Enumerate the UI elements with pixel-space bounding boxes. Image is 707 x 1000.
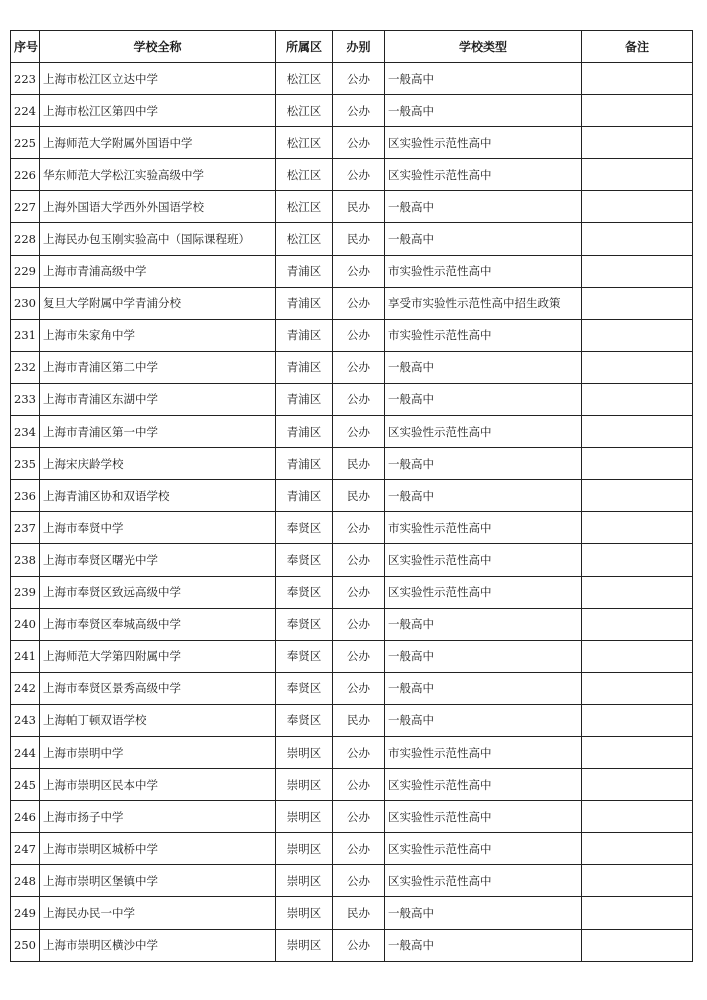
district-cell: 青浦区 [276, 448, 333, 480]
table-row [11, 383, 693, 415]
school-name-cell: 上海市朱家角中学 [40, 319, 276, 351]
table-row [11, 672, 693, 704]
ownership-type-cell: 公办 [333, 319, 385, 351]
note-cell [582, 512, 693, 544]
row-number-cell: 242 [11, 672, 40, 704]
district-cell: 青浦区 [276, 480, 333, 512]
table-body [11, 63, 693, 962]
school-category-cell: 区实验性示范性高中 [385, 127, 582, 159]
ownership-type-cell: 公办 [333, 833, 385, 865]
row-number-cell: 231 [11, 319, 40, 351]
school-category-cell: 市实验性示范性高中 [385, 736, 582, 768]
school-name-cell: 上海市扬子中学 [40, 801, 276, 833]
header-school-category: 学校类型 [385, 31, 582, 63]
table-row [11, 512, 693, 544]
header-no: 序号 [11, 31, 40, 63]
note-cell [582, 544, 693, 576]
ownership-type-cell: 公办 [333, 801, 385, 833]
ownership-type-cell: 公办 [333, 672, 385, 704]
school-category-cell: 一般高中 [385, 897, 582, 929]
school-name-cell: 上海市奉贤区致远高级中学 [40, 576, 276, 608]
school-category-cell: 一般高中 [385, 191, 582, 223]
ownership-type-cell: 民办 [333, 448, 385, 480]
table-row [11, 736, 693, 768]
ownership-type-cell: 公办 [333, 608, 385, 640]
note-cell [582, 448, 693, 480]
row-number-cell: 247 [11, 833, 40, 865]
school-category-cell: 市实验性示范性高中 [385, 319, 582, 351]
ownership-type-cell: 公办 [333, 416, 385, 448]
ownership-type-cell: 公办 [333, 544, 385, 576]
district-cell: 奉贤区 [276, 544, 333, 576]
row-number-cell: 229 [11, 255, 40, 287]
district-cell: 松江区 [276, 95, 333, 127]
school-category-cell: 区实验性示范性高中 [385, 865, 582, 897]
table-row [11, 255, 693, 287]
table-row [11, 704, 693, 736]
school-name-cell: 上海民办民一中学 [40, 897, 276, 929]
row-number-cell: 234 [11, 416, 40, 448]
district-cell: 崇明区 [276, 769, 333, 801]
note-cell [582, 672, 693, 704]
school-name-cell: 上海市松江区立达中学 [40, 63, 276, 95]
note-cell [582, 223, 693, 255]
header-school-name: 学校全称 [40, 31, 276, 63]
school-name-cell: 上海市松江区第四中学 [40, 95, 276, 127]
district-cell: 奉贤区 [276, 608, 333, 640]
row-number-cell: 228 [11, 223, 40, 255]
district-cell: 青浦区 [276, 287, 333, 319]
district-cell: 奉贤区 [276, 512, 333, 544]
note-cell [582, 640, 693, 672]
row-number-cell: 244 [11, 736, 40, 768]
school-category-cell: 区实验性示范性高中 [385, 801, 582, 833]
table-row [11, 63, 693, 95]
district-cell: 青浦区 [276, 351, 333, 383]
district-cell: 青浦区 [276, 416, 333, 448]
district-cell: 奉贤区 [276, 640, 333, 672]
row-number-cell: 241 [11, 640, 40, 672]
ownership-type-cell: 公办 [333, 287, 385, 319]
school-name-cell: 上海市青浦区第一中学 [40, 416, 276, 448]
school-category-cell: 市实验性示范性高中 [385, 512, 582, 544]
school-category-cell: 一般高中 [385, 608, 582, 640]
district-cell: 松江区 [276, 63, 333, 95]
school-category-cell: 一般高中 [385, 929, 582, 961]
school-name-cell: 上海市奉贤区曙光中学 [40, 544, 276, 576]
ownership-type-cell: 公办 [333, 255, 385, 287]
row-number-cell: 238 [11, 544, 40, 576]
ownership-type-cell: 公办 [333, 512, 385, 544]
school-category-cell: 一般高中 [385, 480, 582, 512]
ownership-type-cell: 公办 [333, 576, 385, 608]
table-row [11, 223, 693, 255]
row-number-cell: 232 [11, 351, 40, 383]
school-category-cell: 一般高中 [385, 383, 582, 415]
table-row [11, 191, 693, 223]
district-cell: 松江区 [276, 223, 333, 255]
school-name-cell: 上海市奉贤中学 [40, 512, 276, 544]
ownership-type-cell: 民办 [333, 897, 385, 929]
table-row [11, 448, 693, 480]
table-row [11, 416, 693, 448]
school-category-cell: 区实验性示范性高中 [385, 833, 582, 865]
school-category-cell: 一般高中 [385, 351, 582, 383]
school-category-cell: 一般高中 [385, 672, 582, 704]
row-number-cell: 243 [11, 704, 40, 736]
note-cell [582, 929, 693, 961]
district-cell: 崇明区 [276, 929, 333, 961]
row-number-cell: 230 [11, 287, 40, 319]
row-number-cell: 233 [11, 383, 40, 415]
row-number-cell: 246 [11, 801, 40, 833]
note-cell [582, 897, 693, 929]
school-category-cell: 一般高中 [385, 95, 582, 127]
school-category-cell: 一般高中 [385, 640, 582, 672]
note-cell [582, 319, 693, 351]
school-name-cell: 上海市崇明区民本中学 [40, 769, 276, 801]
school-name-cell: 上海市崇明区堡镇中学 [40, 865, 276, 897]
table-row [11, 544, 693, 576]
school-category-cell: 一般高中 [385, 223, 582, 255]
school-name-cell: 复旦大学附属中学青浦分校 [40, 287, 276, 319]
table-row [11, 480, 693, 512]
school-list-table [10, 30, 693, 962]
note-cell [582, 159, 693, 191]
note-cell [582, 287, 693, 319]
note-cell [582, 576, 693, 608]
ownership-type-cell: 公办 [333, 640, 385, 672]
district-cell: 松江区 [276, 127, 333, 159]
table-row [11, 351, 693, 383]
school-category-cell: 一般高中 [385, 448, 582, 480]
row-number-cell: 249 [11, 897, 40, 929]
school-name-cell: 上海市青浦高级中学 [40, 255, 276, 287]
table-row [11, 801, 693, 833]
district-cell: 青浦区 [276, 255, 333, 287]
row-number-cell: 250 [11, 929, 40, 961]
school-category-cell: 区实验性示范性高中 [385, 159, 582, 191]
table-header-row [11, 31, 693, 63]
row-number-cell: 240 [11, 608, 40, 640]
note-cell [582, 383, 693, 415]
table-row [11, 865, 693, 897]
ownership-type-cell: 公办 [333, 865, 385, 897]
row-number-cell: 227 [11, 191, 40, 223]
school-name-cell: 上海师范大学第四附属中学 [40, 640, 276, 672]
ownership-type-cell: 民办 [333, 480, 385, 512]
table-row [11, 319, 693, 351]
district-cell: 奉贤区 [276, 576, 333, 608]
table-row [11, 897, 693, 929]
school-name-cell: 上海市青浦区第二中学 [40, 351, 276, 383]
ownership-type-cell: 民办 [333, 704, 385, 736]
school-name-cell: 上海青浦区协和双语学校 [40, 480, 276, 512]
header-district: 所属区 [276, 31, 333, 63]
school-category-cell: 区实验性示范性高中 [385, 544, 582, 576]
note-cell [582, 480, 693, 512]
header-note: 备注 [582, 31, 693, 63]
note-cell [582, 191, 693, 223]
row-number-cell: 235 [11, 448, 40, 480]
note-cell [582, 736, 693, 768]
table-row [11, 608, 693, 640]
school-name-cell: 上海师范大学附属外国语中学 [40, 127, 276, 159]
ownership-type-cell: 公办 [333, 769, 385, 801]
ownership-type-cell: 民办 [333, 223, 385, 255]
school-name-cell: 上海市奉贤区景秀高级中学 [40, 672, 276, 704]
district-cell: 青浦区 [276, 319, 333, 351]
district-cell: 松江区 [276, 159, 333, 191]
ownership-type-cell: 公办 [333, 351, 385, 383]
ownership-type-cell: 公办 [333, 736, 385, 768]
school-name-cell: 上海民办包玉刚实验高中（国际课程班） [40, 223, 276, 255]
ownership-type-cell: 公办 [333, 127, 385, 159]
school-name-cell: 上海市崇明中学 [40, 736, 276, 768]
district-cell: 崇明区 [276, 897, 333, 929]
table-row [11, 287, 693, 319]
note-cell [582, 769, 693, 801]
school-category-cell: 区实验性示范性高中 [385, 416, 582, 448]
district-cell: 奉贤区 [276, 672, 333, 704]
table-row [11, 127, 693, 159]
row-number-cell: 248 [11, 865, 40, 897]
school-name-cell: 上海市奉贤区奉城高级中学 [40, 608, 276, 640]
ownership-type-cell: 公办 [333, 929, 385, 961]
row-number-cell: 236 [11, 480, 40, 512]
school-name-cell: 上海帕丁顿双语学校 [40, 704, 276, 736]
district-cell: 青浦区 [276, 383, 333, 415]
school-name-cell: 上海市崇明区城桥中学 [40, 833, 276, 865]
ownership-type-cell: 公办 [333, 95, 385, 127]
note-cell [582, 127, 693, 159]
ownership-type-cell: 民办 [333, 191, 385, 223]
school-category-cell: 一般高中 [385, 63, 582, 95]
header-ownership: 办别 [333, 31, 385, 63]
district-cell: 奉贤区 [276, 704, 333, 736]
school-category-cell: 区实验性示范性高中 [385, 576, 582, 608]
school-category-cell: 市实验性示范性高中 [385, 255, 582, 287]
row-number-cell: 237 [11, 512, 40, 544]
school-category-cell: 一般高中 [385, 704, 582, 736]
table-row [11, 769, 693, 801]
row-number-cell: 225 [11, 127, 40, 159]
table-row [11, 95, 693, 127]
school-name-cell: 上海外国语大学西外外国语学校 [40, 191, 276, 223]
note-cell [582, 704, 693, 736]
table-row [11, 833, 693, 865]
school-name-cell: 华东师范大学松江实验高级中学 [40, 159, 276, 191]
table-row [11, 159, 693, 191]
district-cell: 崇明区 [276, 833, 333, 865]
school-name-cell: 上海市崇明区横沙中学 [40, 929, 276, 961]
row-number-cell: 224 [11, 95, 40, 127]
row-number-cell: 223 [11, 63, 40, 95]
note-cell [582, 351, 693, 383]
table-row [11, 929, 693, 961]
note-cell [582, 801, 693, 833]
row-number-cell: 245 [11, 769, 40, 801]
table-row [11, 640, 693, 672]
note-cell [582, 865, 693, 897]
ownership-type-cell: 公办 [333, 63, 385, 95]
table-row [11, 576, 693, 608]
school-category-cell: 享受市实验性示范性高中招生政策 [385, 287, 582, 319]
ownership-type-cell: 公办 [333, 159, 385, 191]
district-cell: 崇明区 [276, 865, 333, 897]
school-category-cell: 区实验性示范性高中 [385, 769, 582, 801]
row-number-cell: 226 [11, 159, 40, 191]
note-cell [582, 416, 693, 448]
school-name-cell: 上海宋庆龄学校 [40, 448, 276, 480]
note-cell [582, 608, 693, 640]
district-cell: 崇明区 [276, 736, 333, 768]
school-name-cell: 上海市青浦区东湖中学 [40, 383, 276, 415]
note-cell [582, 63, 693, 95]
district-cell: 崇明区 [276, 801, 333, 833]
ownership-type-cell: 公办 [333, 383, 385, 415]
district-cell: 松江区 [276, 191, 333, 223]
row-number-cell: 239 [11, 576, 40, 608]
note-cell [582, 255, 693, 287]
note-cell [582, 833, 693, 865]
note-cell [582, 95, 693, 127]
